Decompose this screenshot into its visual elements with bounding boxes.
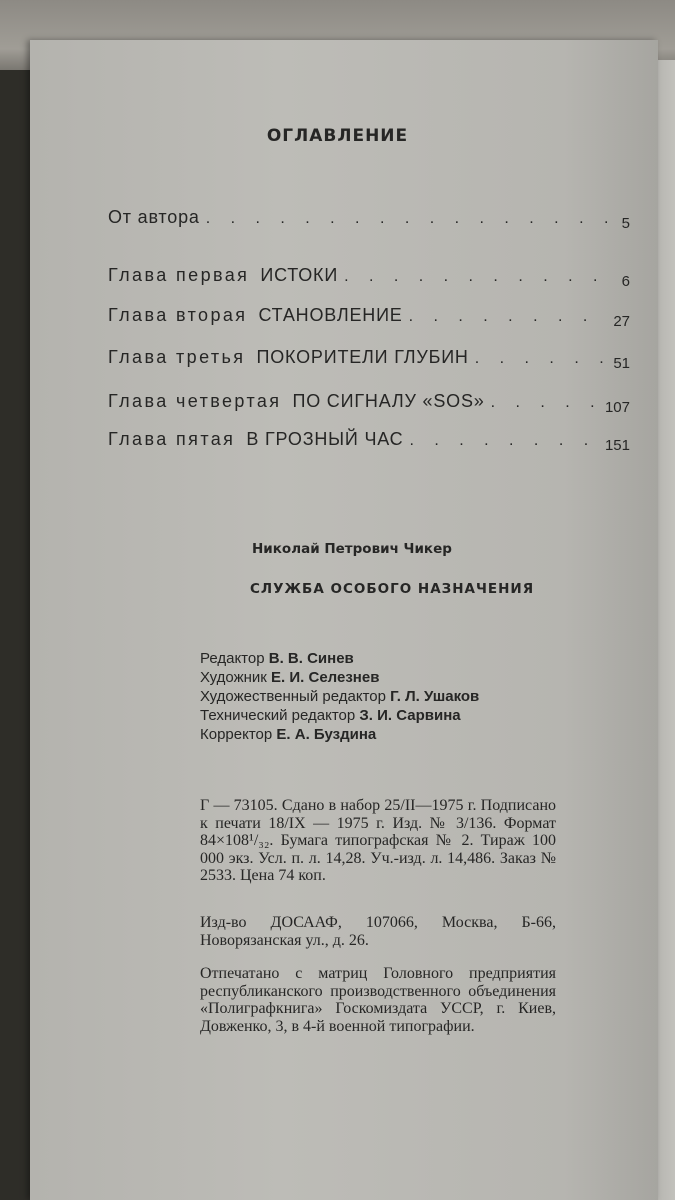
- credit-person: В. В. Синев: [268, 650, 354, 667]
- toc-chapter-number: Глава третья: [108, 347, 246, 367]
- dot-leader: [409, 308, 608, 326]
- credit-line: [200, 687, 600, 706]
- toc-page-number: 151: [604, 437, 630, 454]
- toc-page-number: 27: [613, 313, 630, 330]
- printer-note: [200, 965, 556, 1035]
- credit-line: [200, 668, 600, 687]
- credit-role: Художественный редактор: [200, 688, 386, 705]
- credit-line: [200, 725, 600, 744]
- toc-entry-label: [108, 207, 200, 228]
- credit-line: [200, 706, 600, 725]
- publisher-address: [200, 914, 556, 949]
- dot-leader: [491, 394, 599, 412]
- toc-entry: [108, 198, 630, 232]
- toc-entry-label: [108, 265, 338, 286]
- toc-chapter-number: Глава пятая: [108, 429, 236, 449]
- toc-entry: [108, 256, 630, 290]
- toc-entry: [108, 296, 630, 330]
- dot-leader: [344, 268, 616, 286]
- dot-leader: [475, 350, 608, 368]
- credit-person: З. И. Сарвина: [359, 707, 461, 724]
- toc-entry-label: [108, 305, 403, 326]
- toc-entry-label: [108, 347, 469, 368]
- print-details-text: Г — 73105. Сдано в набор 25/II—1975 г. Подписано к печати 18/IX — 1975 г. Изд. № 3/136. Формат 84×108¹/₃₂. Бумага типографская № 2. Тираж 100 000 экз. Усл. п. л. 14,28. Уч.-изд. л. 14,486. Заказ № 2533. Цена 74 коп.: [200, 797, 556, 885]
- credit-person: Е. И. Селезнев: [271, 669, 380, 686]
- toc-entry-name: В ГРОЗНЫЙ ЧАС: [246, 429, 404, 449]
- print-details: [200, 797, 556, 885]
- toc-page-number: 107: [604, 399, 630, 416]
- credit-role: Редактор: [200, 650, 265, 667]
- toc-chapter-number: Глава вторая: [108, 305, 248, 325]
- publisher-address-text: Изд-во ДОСААФ, 107066, Москва, Б-66, Новорязанская ул., д. 26.: [200, 914, 556, 949]
- dot-leader: [409, 432, 599, 450]
- toc-chapter-number: Глава первая: [108, 265, 250, 285]
- toc-chapter-number: Глава четвертая: [108, 391, 282, 411]
- credit-role: Корректор: [200, 726, 273, 743]
- toc-page-number: 5: [621, 215, 630, 232]
- toc-entry: [108, 420, 630, 454]
- toc-entry-name: ПОКОРИТЕЛИ ГЛУБИН: [256, 347, 469, 367]
- toc-page-number: 6: [621, 273, 630, 290]
- credits-list: [200, 649, 600, 744]
- author-name: Николай Петрович Чикер: [252, 541, 452, 557]
- credit-role: Технический редактор: [200, 707, 356, 724]
- toc-heading: ОГЛАВЛЕНИЕ: [266, 126, 409, 146]
- credit-person: Е. А. Буздина: [276, 726, 377, 743]
- toc-entry-name: ПО СИГНАЛУ «SOS»: [292, 391, 485, 411]
- dot-leader: [206, 210, 616, 228]
- toc-entry-name: ИСТОКИ: [260, 265, 339, 285]
- toc-entry-name: От автора: [108, 207, 200, 227]
- toc-entry-label: [108, 391, 485, 412]
- credit-role: Художник: [200, 669, 267, 686]
- toc-page-number: 51: [613, 355, 630, 372]
- credit-line: [200, 649, 600, 668]
- credit-person: Г. Л. Ушаков: [390, 688, 480, 705]
- printer-note-text: Отпечатано с матриц Головного предприятия республиканского производственного объединения «Полиграфкнига» Госкомиздата УССР, г. Киев, Довженко, 3, в 4-й военной типографии.: [200, 965, 556, 1035]
- toc-entry-label: [108, 429, 403, 450]
- book-title: СЛУЖБА ОСОБОГО НАЗНАЧЕНИЯ: [250, 581, 535, 597]
- toc-entry: [108, 338, 630, 372]
- toc-entry: [108, 382, 630, 416]
- toc-entry-name: СТАНОВЛЕНИЕ: [258, 305, 403, 325]
